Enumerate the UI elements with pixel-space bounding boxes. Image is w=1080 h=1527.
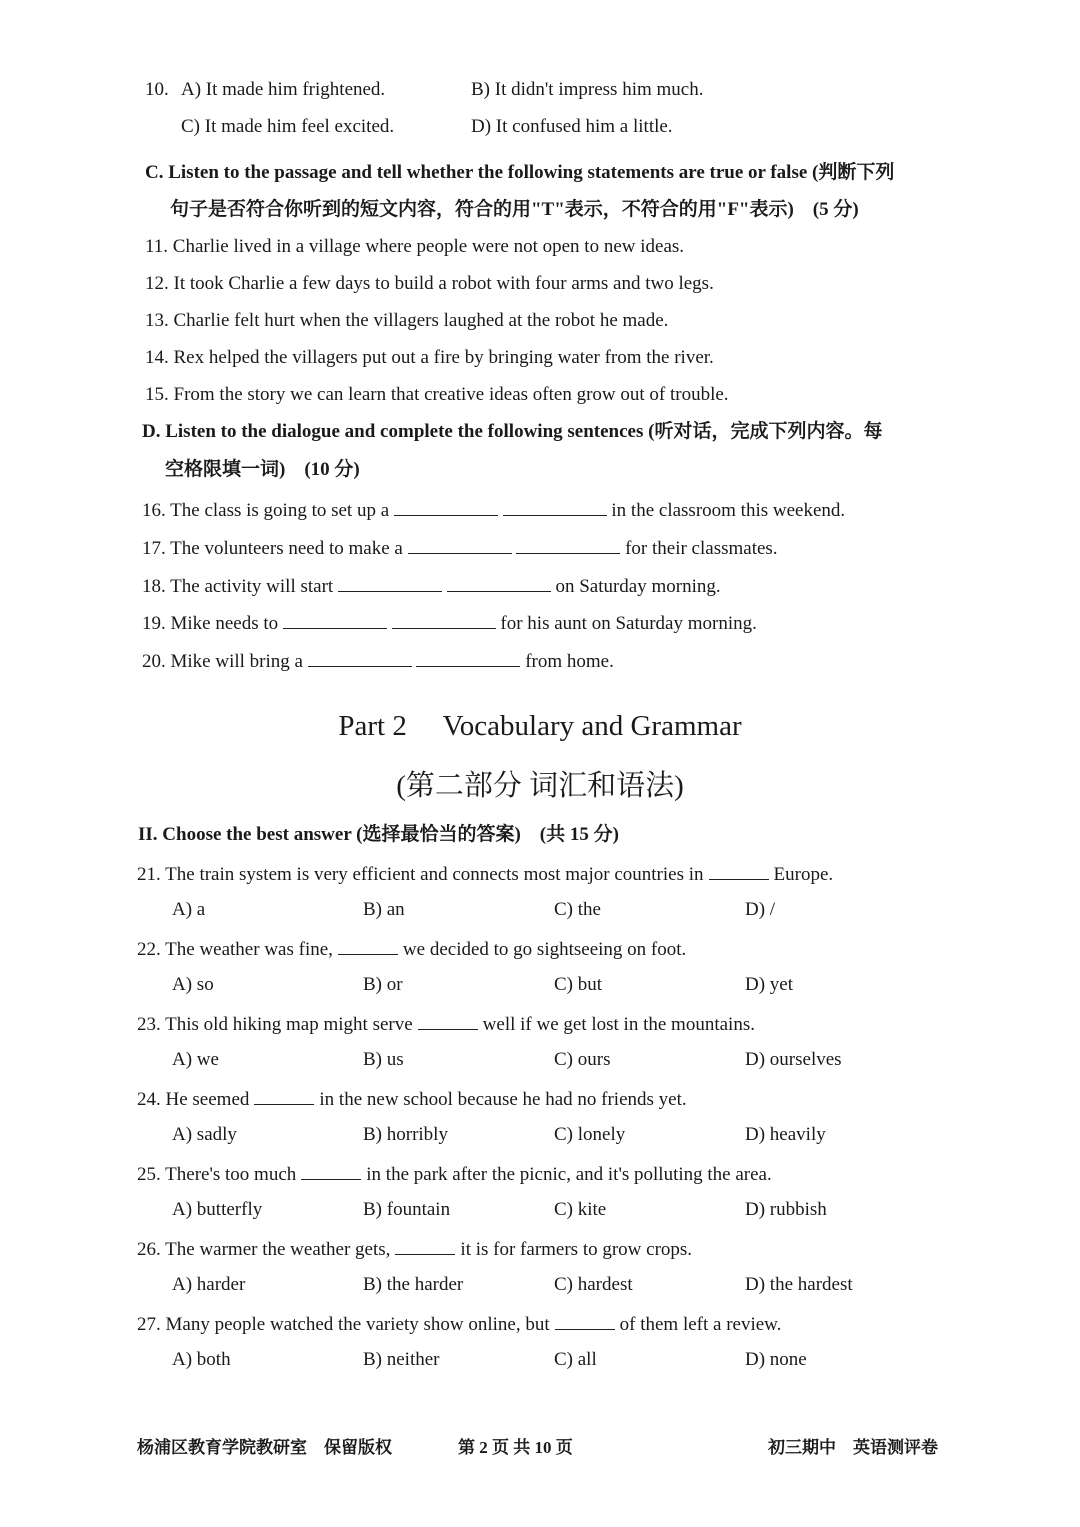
blank-19a[interactable] (283, 610, 387, 629)
section-d-heading-line2: 空格限填一词) (10 分) (165, 459, 360, 480)
question-27 (137, 1311, 781, 1337)
q10-option-a: A) It made him frightened. (181, 79, 386, 100)
q10-option-b: B) It didn't impress him much. (471, 79, 704, 100)
footer-page-number: 第 2 页 共 10 页 (458, 1438, 573, 1457)
statement-14: 14. Rex helped the villagers put out a fire by bringing water from the river. (145, 347, 714, 368)
question-stem: 21. The train system is very efficient and connects most major countries in (137, 864, 704, 885)
footer-copyright: 杨浦区教育学院教研室 保留版权 (137, 1438, 392, 1457)
question-stem-end: we decided to go sightseeing on foot. (402, 939, 687, 960)
sentence-16-post: in the classroom this weekend. (611, 500, 846, 521)
part-2-subtitle: (第二部分 词汇和语法) (396, 770, 684, 802)
answer-blank[interactable] (254, 1086, 314, 1105)
question-22 (137, 936, 686, 962)
answer-option-b[interactable]: B) the harder (363, 1274, 464, 1295)
answer-option-d[interactable]: D) / (745, 899, 776, 920)
answer-option-d[interactable]: D) the hardest (745, 1274, 853, 1295)
section-ii-heading: II. Choose the best answer (选择最恰当的答案) (共 15 分) (138, 824, 619, 845)
question-stem-end: Europe. (773, 864, 834, 885)
statement-15: 15. From the story we can learn that creative ideas often grow out of trouble. (145, 384, 729, 405)
statement-11: 11. Charlie lived in a village where people were not open to new ideas. (145, 236, 685, 257)
answer-option-b[interactable]: B) or (363, 974, 403, 995)
answer-option-d[interactable]: D) heavily (745, 1124, 826, 1145)
sentence-19 (142, 610, 757, 636)
section-c-heading-line1: C. Listen to the passage and tell whether the following statements are true or false (判断下列 (145, 162, 895, 183)
blank-16a[interactable] (394, 497, 498, 516)
blank-20a[interactable] (308, 648, 412, 667)
sentence-16-pre: 16. The class is going to set up a (142, 500, 390, 521)
question-25 (137, 1161, 772, 1187)
question-stem: 24. He seemed (137, 1089, 250, 1110)
answer-option-b[interactable]: B) an (363, 899, 405, 920)
answer-option-a[interactable]: A) sadly (172, 1124, 237, 1145)
statement-13: 13. Charlie felt hurt when the villagers laughed at the robot he made. (145, 310, 669, 331)
blank-17a[interactable] (408, 535, 512, 554)
question-stem: 25. There's too much (137, 1164, 297, 1185)
question-stem: 27. Many people watched the variety show online, but (137, 1314, 550, 1335)
question-stem-end: it is for farmers to grow crops. (460, 1239, 693, 1260)
part-2-title: Part 2 Vocabulary and Grammar (338, 710, 742, 742)
answer-option-b[interactable]: B) neither (363, 1349, 440, 1370)
sentence-19-post: for his aunt on Saturday morning. (500, 613, 757, 634)
question-stem: 23. This old hiking map might serve (137, 1014, 413, 1035)
sentence-17 (142, 535, 778, 561)
answer-option-d[interactable]: D) none (745, 1349, 807, 1370)
question-26 (137, 1236, 692, 1262)
question-stem-end: in the new school because he had no friends yet. (319, 1089, 687, 1110)
answer-blank[interactable] (338, 936, 398, 955)
answer-option-c[interactable]: C) ours (554, 1049, 611, 1070)
answer-blank[interactable] (395, 1236, 455, 1255)
answer-option-a[interactable]: A) a (172, 899, 206, 920)
answer-option-c[interactable]: C) all (554, 1349, 597, 1370)
answer-option-d[interactable]: D) ourselves (745, 1049, 842, 1070)
sentence-20-post: from home. (525, 651, 614, 672)
sentence-19-pre: 19. Mike needs to (142, 613, 279, 634)
answer-option-b[interactable]: B) us (363, 1049, 404, 1070)
answer-blank[interactable] (555, 1311, 615, 1330)
question-stem-end: in the park after the picnic, and it's polluting the area. (366, 1164, 772, 1185)
q10-option-d: D) It confused him a little. (471, 116, 673, 137)
answer-blank[interactable] (301, 1161, 361, 1180)
question-stem: 26. The warmer the weather gets, (137, 1239, 391, 1260)
blank-18a[interactable] (338, 573, 442, 592)
answer-option-a[interactable]: A) harder (172, 1274, 246, 1295)
answer-option-a[interactable]: A) we (172, 1049, 219, 1070)
question-stem-end: well if we get lost in the mountains. (482, 1014, 755, 1035)
answer-option-b[interactable]: B) horribly (363, 1124, 448, 1145)
q10-option-c: C) It made him feel excited. (181, 116, 395, 137)
answer-option-c[interactable]: C) kite (554, 1199, 607, 1220)
answer-option-c[interactable]: C) hardest (554, 1274, 633, 1295)
sentence-16 (142, 497, 845, 523)
question-23 (137, 1011, 755, 1037)
answer-option-a[interactable]: A) so (172, 974, 214, 995)
blank-19b[interactable] (392, 610, 496, 629)
answer-blank[interactable] (709, 861, 769, 880)
blank-20b[interactable] (416, 648, 520, 667)
answer-option-d[interactable]: D) rubbish (745, 1199, 827, 1220)
sentence-18 (142, 573, 721, 599)
sentence-18-post: on Saturday morning. (555, 576, 721, 597)
answer-blank[interactable] (418, 1011, 478, 1030)
section-c-heading-line2: 句子是否符合你听到的短文内容，符合的用"T"表示，不符合的用"F"表示) (5 分) (170, 199, 859, 220)
question-24 (137, 1086, 687, 1112)
answer-option-d[interactable]: D) yet (745, 974, 794, 995)
answer-option-c[interactable]: C) the (554, 899, 601, 920)
q10-number: 10. (145, 79, 169, 100)
blank-17b[interactable] (516, 535, 620, 554)
answer-option-a[interactable]: A) both (172, 1349, 231, 1370)
statement-12: 12. It took Charlie a few days to build a robot with four arms and two legs. (145, 273, 714, 294)
answer-option-b[interactable]: B) fountain (363, 1199, 451, 1220)
sentence-17-post: for their classmates. (625, 538, 778, 559)
blank-16b[interactable] (503, 497, 607, 516)
footer-exam-name: 初三期中 英语测评卷 (768, 1438, 938, 1457)
sentence-18-pre: 18. The activity will start (142, 576, 334, 597)
question-stem-end: of them left a review. (619, 1314, 782, 1335)
sentence-20-pre: 20. Mike will bring a (142, 651, 303, 672)
sentence-20 (142, 648, 614, 674)
sentence-17-pre: 17. The volunteers need to make a (142, 538, 403, 559)
answer-option-c[interactable]: C) but (554, 974, 603, 995)
question-stem: 22. The weather was fine, (137, 939, 333, 960)
blank-18b[interactable] (447, 573, 551, 592)
answer-option-a[interactable]: A) butterfly (172, 1199, 263, 1220)
answer-option-c[interactable]: C) lonely (554, 1124, 626, 1145)
question-21 (137, 861, 833, 887)
section-d-heading-line1: D. Listen to the dialogue and complete the following sentences (听对话，完成下列内容。每 (142, 421, 883, 442)
